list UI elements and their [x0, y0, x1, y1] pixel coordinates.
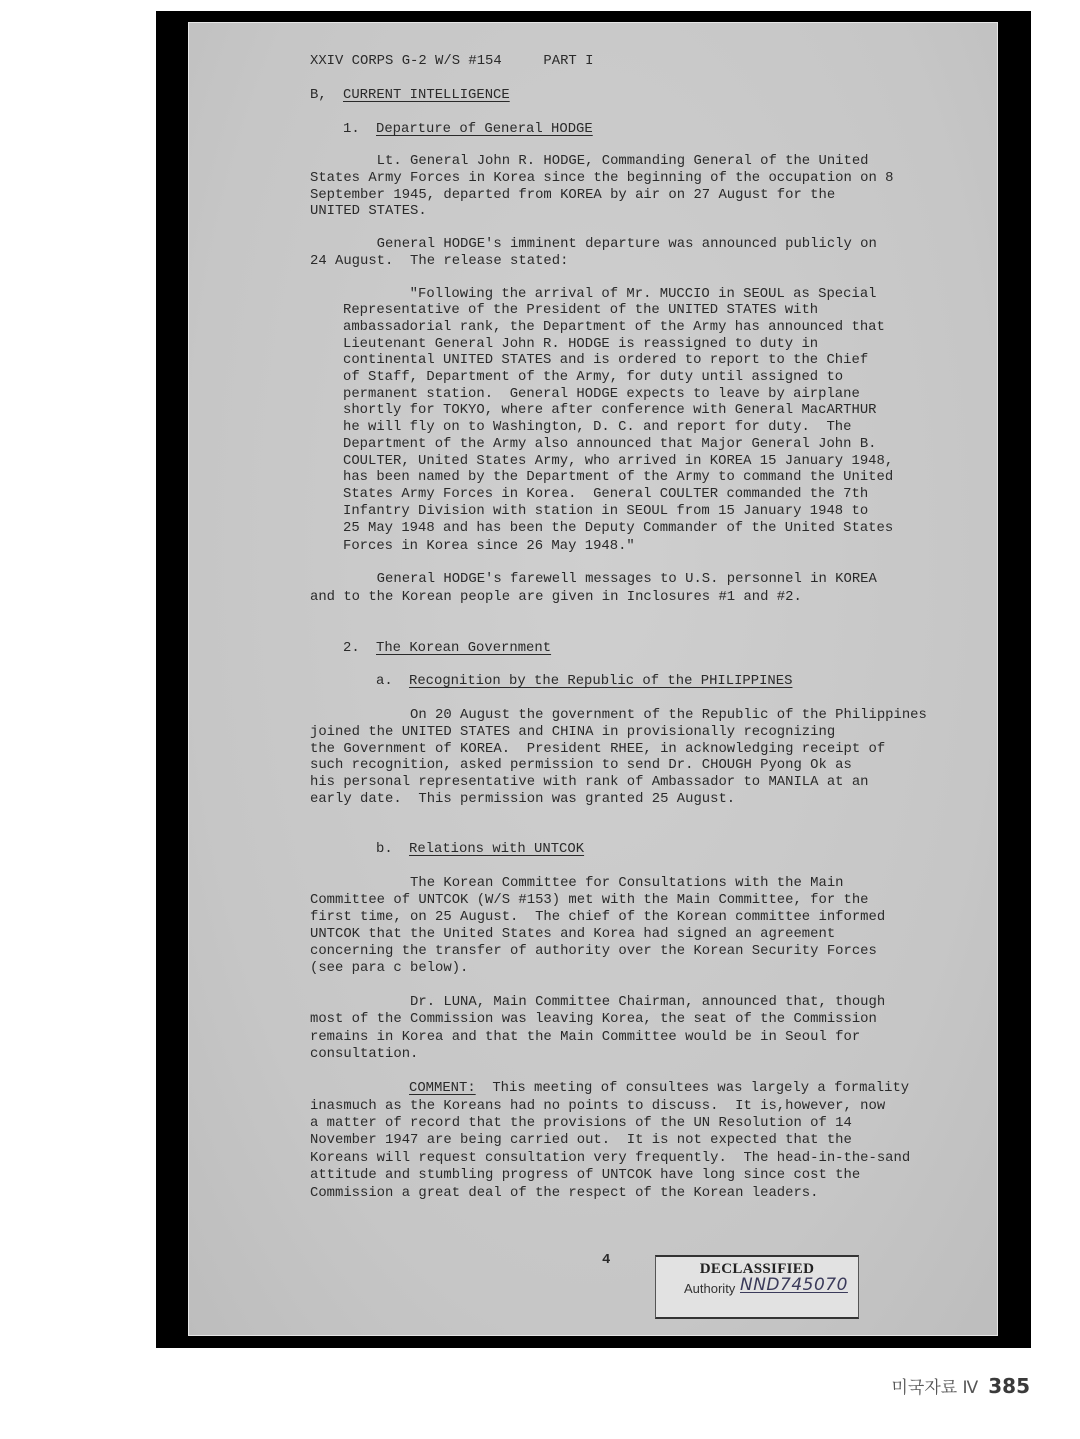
document-header: XXIV CORPS G-2 W/S #154 PART I — [310, 53, 594, 69]
section-b-title: CURRENT INTELLIGENCE — [343, 87, 510, 103]
sub-b-title: Relations with UNTCOK — [409, 841, 585, 857]
sub-a-title: Recognition by the Republic of the PHILIPPINES — [409, 673, 793, 689]
document-page-number: 4 — [602, 1252, 611, 1268]
stamp-authority-label: Authority — [684, 1281, 736, 1296]
item1-title: Departure of General HODGE — [376, 121, 593, 137]
stamp-title: DECLASSIFIED — [699, 1261, 815, 1277]
item2-title: The Korean Government — [376, 640, 552, 656]
item2-label: 2. — [343, 640, 360, 656]
section-b-label: B, — [310, 87, 327, 103]
item1-label: 1. — [343, 121, 360, 137]
declassified-stamp — [655, 1255, 859, 1319]
sub-b-label: b. — [376, 841, 393, 857]
book-page-number: 385 — [988, 1374, 1030, 1398]
book-footer — [891, 1373, 1030, 1398]
sub-a-label: a. — [376, 673, 393, 689]
comment-label: COMMENT: — [409, 1080, 476, 1096]
stamp-authority-number: NND745070 — [740, 1275, 848, 1295]
book-title: 미국자료 Ⅳ — [891, 1378, 979, 1398]
